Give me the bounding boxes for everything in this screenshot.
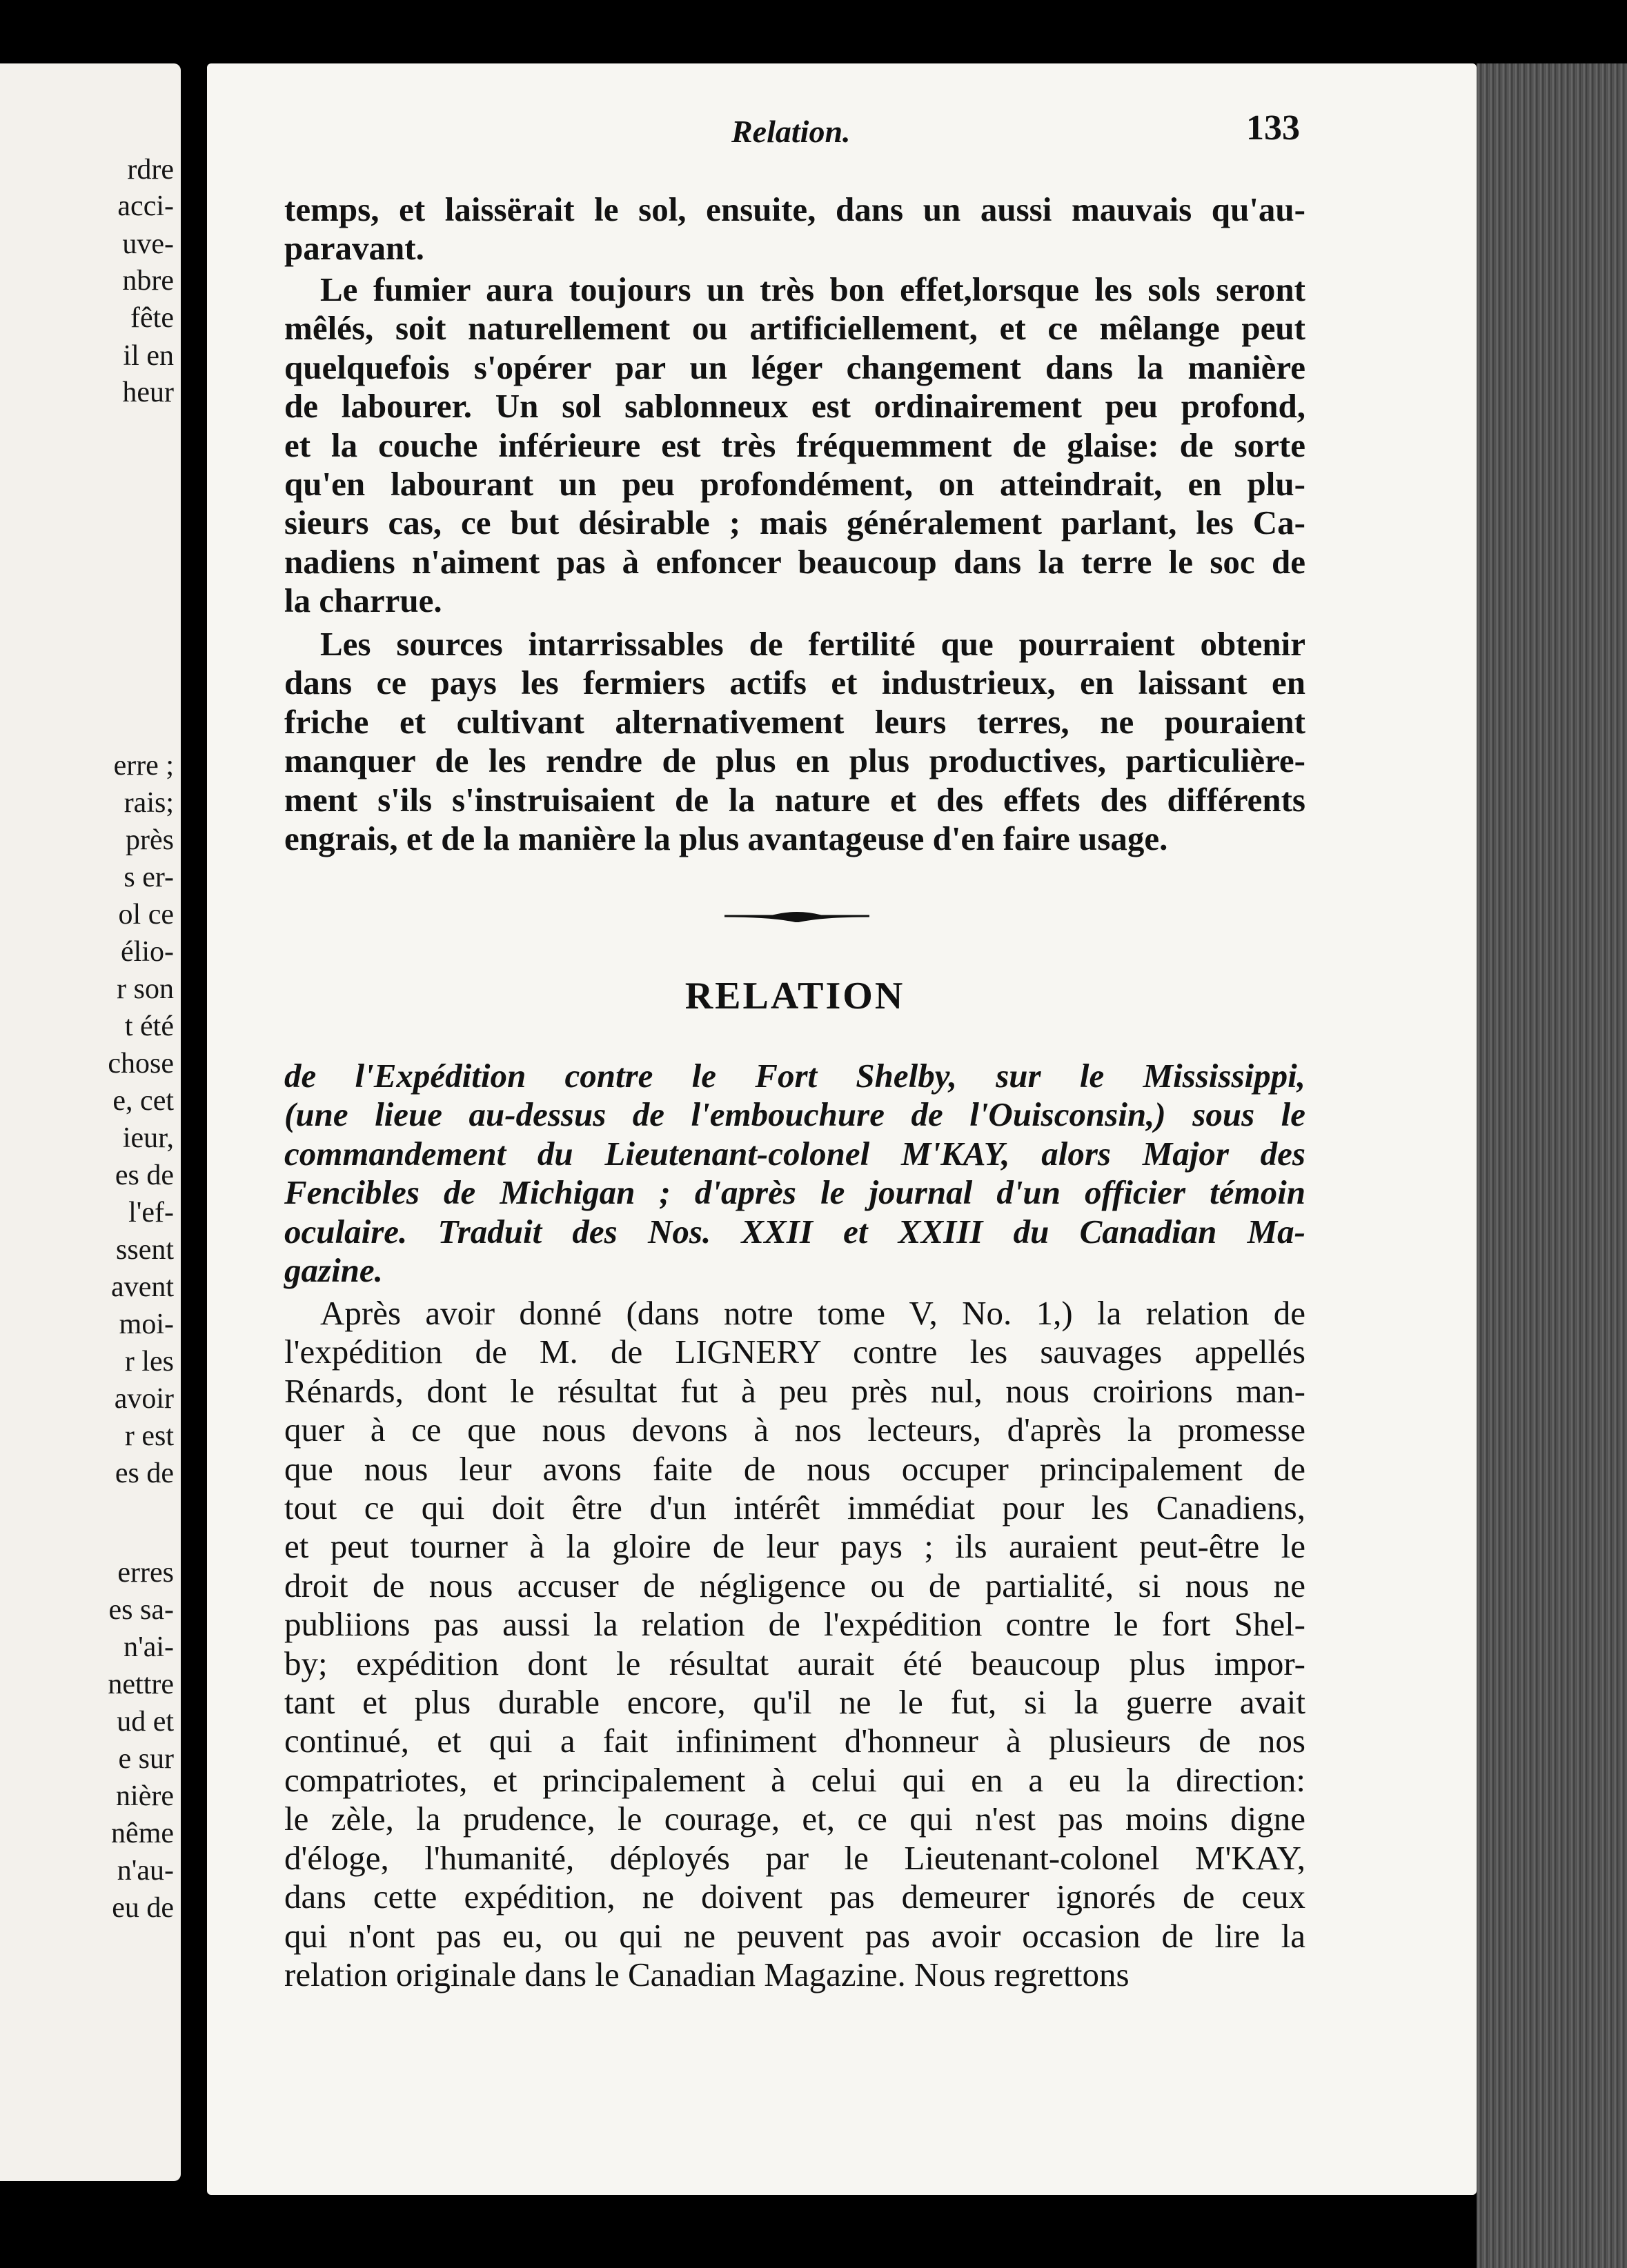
left-page-line: erres: [117, 1557, 174, 1589]
left-page-line: r les: [124, 1346, 174, 1377]
left-page-line: nettre: [108, 1669, 174, 1700]
left-page-line: il en: [123, 340, 174, 372]
text-line: de labourer. Un sol sablonneux est ordinairement peu profond,: [284, 387, 1305, 426]
text-line: ment s'ils s'instruisaient de la nature et des effets des différents: [284, 780, 1305, 819]
page-number: 133: [1246, 108, 1300, 148]
text-line: tout ce qui doit être d'un intérêt immédiat pour les Canadiens,: [284, 1489, 1305, 1527]
text-line: tant et plus durable encore, qu'il ne le fut, si la guerre avait: [284, 1683, 1305, 1722]
text-line: quelquefois s'opérer par un léger changement dans la manière: [284, 348, 1305, 386]
text-line: d'éloge, l'humanité, déployés par le Lieutenant-colonel M'KAY,: [284, 1838, 1305, 1877]
text-line: Rénards, dont le résultat fut à peu près nul, nous croirions man-: [284, 1371, 1305, 1410]
text-line: Les sources intarrissables de fertilité que pourraient obtenir: [320, 625, 1305, 663]
paragraph-3: [284, 625, 1305, 858]
left-page-line: près: [126, 824, 174, 856]
running-head: Relation.: [731, 114, 851, 149]
left-page-line: erre ;: [113, 750, 174, 782]
left-page-line: e sur: [118, 1743, 174, 1775]
left-page-line: n'au-: [117, 1855, 174, 1887]
left-page-line: s er-: [124, 862, 174, 893]
body-text: [284, 1294, 1305, 1994]
left-page-line: t été: [124, 1011, 174, 1042]
text-line: droit de nous accuser de négligence ou de partialité, si nous ne: [284, 1566, 1305, 1604]
text-line: dans cette expédition, ne doivent pas demeurer ignorés de ceux: [284, 1878, 1305, 1916]
text-line: qui n'ont pas eu, ou qui ne peuvent pas avoir occasion de lire la: [284, 1916, 1305, 1955]
text-line: continué, et qui a fait infiniment d'honneur à plusieurs de nos: [284, 1722, 1305, 1760]
text-line: engrais, et de la manière la plus avantageuse d'en faire usage.: [284, 819, 1168, 858]
previous-page-fragment: [0, 63, 181, 2181]
text-line: quer à ce que nous devons à nos lecteurs, d'après la promesse: [284, 1411, 1305, 1449]
text-line: relation originale dans le Canadian Magazine. Nous regrettons: [284, 1955, 1130, 1993]
text-line: Après avoir donné (dans notre tome V, No. 1,) la relation de: [320, 1294, 1305, 1332]
text-line: Fencibles de Michigan ; d'après le journal d'un officier témoin: [284, 1173, 1305, 1212]
text-line: by; expédition dont le résultat aurait été beaucoup plus impor-: [284, 1644, 1305, 1682]
left-page-line: nbre: [122, 265, 174, 297]
text-line: qu'en labourant un peu profondément, on atteindrait, en plu-: [284, 465, 1305, 504]
text-line: et la couche inférieure est très fréquemment de glaise: de sorte: [284, 426, 1305, 464]
text-line: temps, et laissërait le sol, ensuite, dans un aussi mauvais qu'au-: [284, 190, 1305, 228]
text-line: paravant.: [284, 229, 424, 268]
left-page-line: rais;: [124, 787, 174, 819]
text-line: le zèle, la prudence, le courage, et, ce qui n'est pas moins digne: [284, 1800, 1305, 1838]
text-line: compatriotes, et principalement à celui qui en a eu la direction:: [284, 1760, 1305, 1799]
left-page-line: es de: [115, 1160, 174, 1191]
text-line: dans ce pays les fermiers actifs et industrieux, en laissant en: [284, 664, 1305, 702]
section-heading: RELATION: [684, 975, 905, 1017]
left-page-line: nière: [116, 1780, 174, 1812]
text-line: nadiens n'aiment pas à enfoncer beaucoup dans la terre le soc de: [284, 542, 1305, 581]
text-line: l'expédition de M. de LIGNERY contre les sauvages appellés: [284, 1333, 1305, 1371]
ornamental-rule: [724, 910, 869, 922]
text-line: que nous leur avons faite de nous occuper principalement de: [284, 1449, 1305, 1488]
left-page-line: avoir: [114, 1383, 174, 1415]
left-page-line: ud et: [117, 1706, 174, 1738]
text-line: (une lieue au-dessus de l'embouchure de l'Ouisconsin,) sous le: [284, 1095, 1305, 1134]
left-page-line: es de: [115, 1458, 174, 1489]
left-page-line: e, cet: [112, 1085, 174, 1117]
left-page-line: uve-: [122, 228, 174, 260]
left-page-line: chose: [108, 1048, 174, 1080]
text-line: manquer de les rendre de plus en plus productives, particulière-: [284, 742, 1305, 780]
left-page-line: ol ce: [118, 899, 174, 931]
paragraph-1: [284, 190, 1305, 268]
left-page-line: rdre: [127, 154, 174, 186]
page-edge: [1477, 63, 1627, 2268]
left-page-line: moi-: [119, 1309, 174, 1340]
left-page-line: ieur,: [122, 1122, 174, 1154]
paragraph-2: [284, 270, 1305, 621]
left-page-line: ssent: [116, 1234, 174, 1266]
left-page-line: l'ef-: [128, 1197, 174, 1228]
left-page-line: élio-: [121, 936, 174, 968]
text-line: commandement du Lieutenant-colonel M'KAY, alors Major des: [284, 1134, 1305, 1173]
left-page-line: es sa-: [108, 1594, 174, 1626]
text-line: friche et cultivant alternativement leurs terres, ne pouraient: [284, 702, 1305, 741]
left-page-line: fête: [130, 302, 174, 334]
text-line: de l'Expédition contre le Fort Shelby, sur le Mississippi,: [284, 1057, 1305, 1095]
left-page-line: eu de: [112, 1892, 174, 1924]
text-line: oculaire. Traduit des Nos. XXII et XXIII du Canadian Ma-: [284, 1212, 1305, 1251]
text-line: et peut tourner à la gloire de leur pays ; ils auraient peut-être le: [284, 1527, 1305, 1566]
left-page-line: nême: [111, 1818, 174, 1849]
text-line: mêlés, soit naturellement ou artificiellement, et ce mêlange peut: [284, 309, 1305, 348]
text-line: gazine.: [284, 1251, 383, 1290]
left-page-line: acci-: [117, 190, 174, 222]
text-line: Le fumier aura toujours un très bon effet,lorsque les sols seront: [320, 270, 1305, 308]
text-line: publiions pas aussi la relation de l'expédition contre le fort Shel-: [284, 1605, 1305, 1644]
text-line: la charrue.: [284, 581, 442, 620]
left-page-line: n'ai-: [124, 1631, 174, 1663]
section-subtitle: [284, 1057, 1305, 1290]
left-page-line: r est: [124, 1420, 174, 1452]
left-page-line: heur: [122, 377, 174, 408]
text-line: sieurs cas, ce but désirable ; mais généralement parlant, les Ca-: [284, 504, 1305, 542]
left-page-line: r son: [117, 973, 174, 1005]
left-page-line: avent: [111, 1271, 174, 1303]
